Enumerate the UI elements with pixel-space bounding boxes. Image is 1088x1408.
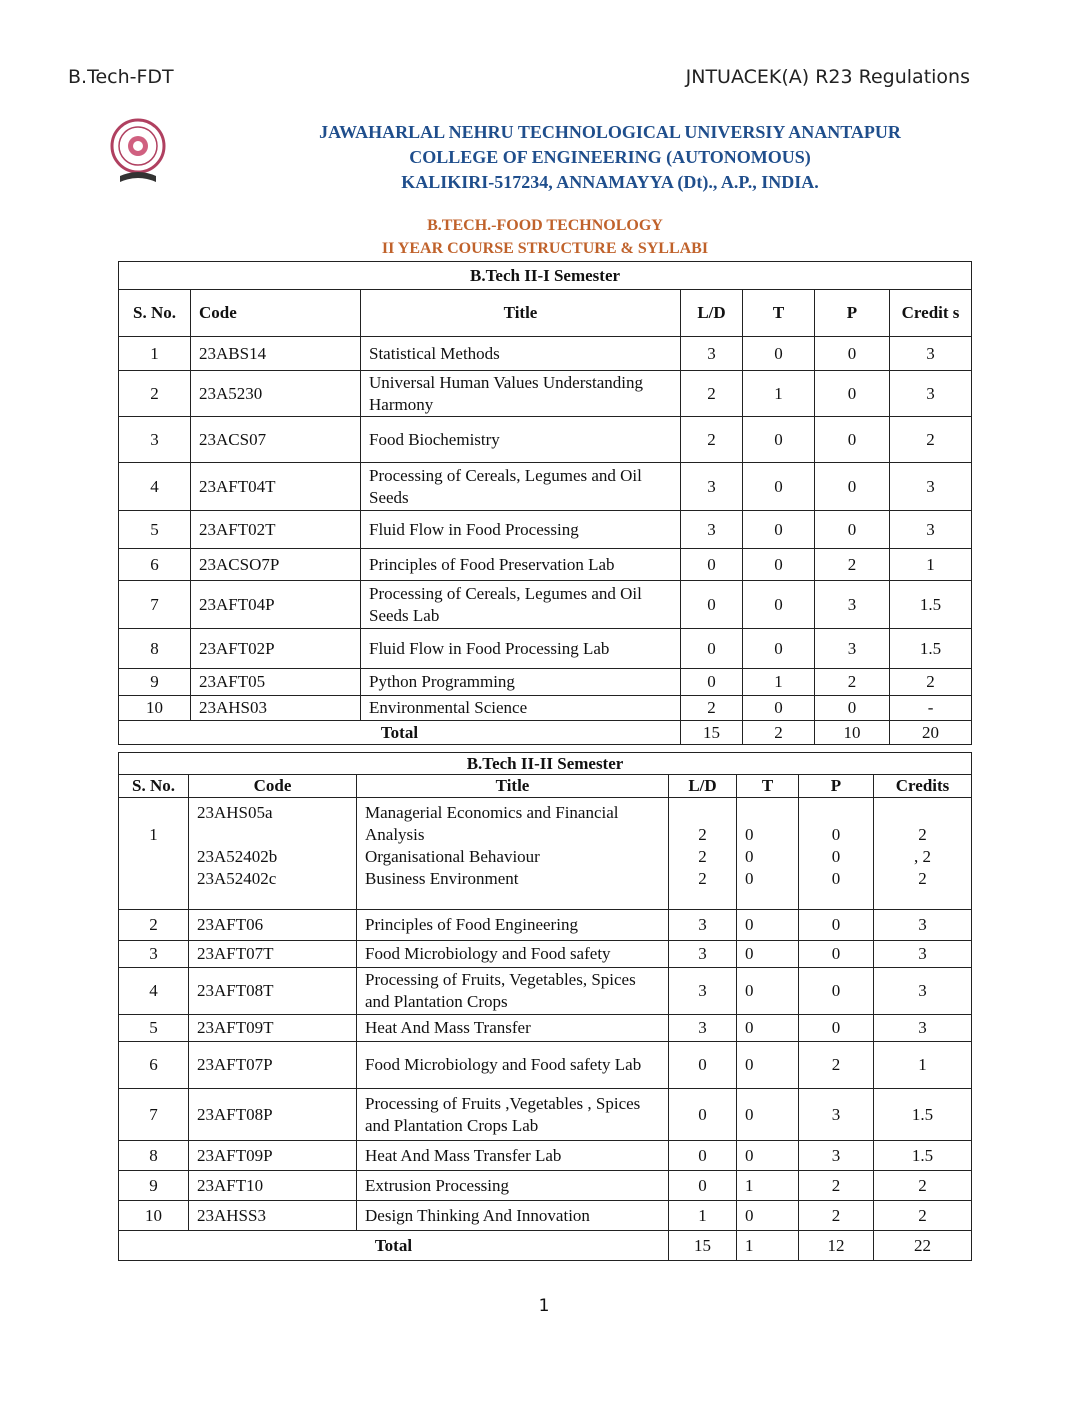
row-code: 23AFT02T [191, 511, 361, 549]
row-ld: 2 2 2 [669, 798, 737, 910]
row-credits: - [890, 696, 972, 721]
row-p: 3 [799, 1089, 874, 1141]
row-ld: 3 [669, 968, 737, 1015]
row-sno: 6 [119, 1042, 189, 1089]
header-credits: Credit s [890, 290, 972, 337]
row-title: Design Thinking And Innovation [357, 1201, 669, 1231]
row-sno: 9 [119, 1171, 189, 1201]
total-credits: 22 [874, 1231, 972, 1261]
row-credits: 3 [874, 910, 972, 941]
course-subtitle: II YEAR COURSE STRUCTURE & SYLLABI [381, 240, 709, 257]
total-label: Total [119, 1231, 669, 1261]
row-t: 0 [743, 463, 815, 511]
row-ld: 3 [681, 337, 743, 371]
row-p: 0 [799, 910, 874, 941]
row-t: 0 [743, 629, 815, 669]
row-code: 23AFT09T [189, 1015, 357, 1042]
row-t: 0 [737, 1015, 799, 1042]
row-code: 23AFT06 [189, 910, 357, 941]
elective-code: 23A52402b [197, 847, 278, 866]
row-sno: 7 [119, 581, 191, 629]
table-row [119, 581, 972, 629]
table-row [119, 463, 972, 511]
row-p: 0 [815, 463, 890, 511]
row-sno: 3 [119, 417, 191, 463]
row-p: 2 [799, 1171, 874, 1201]
row-credits: 2 [874, 1201, 972, 1231]
header-code: Code [189, 775, 357, 798]
row-ld: 3 [669, 941, 737, 968]
row-ld: 3 [669, 910, 737, 941]
row-t: 0 [737, 910, 799, 941]
row-ld: 0 [681, 629, 743, 669]
row-title: Python Programming [361, 669, 681, 696]
row-sno: 6 [119, 549, 191, 581]
row-sno: 1 [119, 337, 191, 371]
row-code: 23AFT09P [189, 1141, 357, 1171]
row-code: 23AHSS3 [189, 1201, 357, 1231]
row-p: 3 [815, 629, 890, 669]
row-t: 0 [743, 511, 815, 549]
row-p: 0 [815, 371, 890, 417]
row-sno: 3 [119, 941, 189, 968]
total-ld: 15 [681, 721, 743, 745]
semester-2-1-table [118, 261, 972, 745]
total-p: 12 [799, 1231, 874, 1261]
page-number: 1 [538, 1296, 550, 1316]
row-credits: 1.5 [874, 1141, 972, 1171]
elective-code: 23A52402c [197, 869, 277, 888]
row-credits: 3 [890, 371, 972, 417]
header-title: Title [361, 290, 681, 337]
table-row [119, 798, 972, 910]
row-credits: 1.5 [890, 629, 972, 669]
row-sno: 9 [119, 669, 191, 696]
university-logo-icon [108, 116, 168, 188]
table-row [119, 629, 972, 669]
table-row [119, 371, 972, 417]
row-p: 3 [815, 581, 890, 629]
row-code [189, 798, 357, 910]
row-t: 0 [743, 417, 815, 463]
row-code: 23AFT07T [189, 941, 357, 968]
row-title: Fluid Flow in Food Processing [361, 511, 681, 549]
table-row [119, 511, 972, 549]
row-credits: 2 [874, 1171, 972, 1201]
table-row [119, 549, 972, 581]
row-ld: 0 [681, 669, 743, 696]
row-sno: 5 [119, 1015, 189, 1042]
course-heading [310, 214, 780, 260]
row-t: 0 [737, 1201, 799, 1231]
row-credits: 3 [874, 1015, 972, 1042]
row-code: 23AFT08P [189, 1089, 357, 1141]
university-heading [200, 120, 1020, 195]
table-row [119, 1171, 972, 1201]
row-ld: 2 [681, 371, 743, 417]
course-title: B.TECH.-FOOD TECHNOLOGY [427, 217, 663, 234]
row-sno: 4 [119, 968, 189, 1015]
table-row [119, 417, 972, 463]
elective-title: Business Environment [365, 869, 519, 888]
row-code: 23ABS14 [191, 337, 361, 371]
row-title: Principles of Food Preservation Lab [361, 549, 681, 581]
total-p: 10 [815, 721, 890, 745]
header-sno: S. No. [119, 775, 189, 798]
row-p: 0 [815, 417, 890, 463]
row-title: Universal Human Values Understanding Harmony [361, 371, 681, 417]
table-row [119, 1015, 972, 1042]
row-code: 23AFT08T [189, 968, 357, 1015]
row-title: Processing of Cereals, Legumes and Oil Seeds [361, 463, 681, 511]
row-p: 2 [799, 1201, 874, 1231]
row-code: 23ACSO7P [191, 549, 361, 581]
row-sno: 7 [119, 1089, 189, 1141]
row-sno: 4 [119, 463, 191, 511]
row-t: 1 [743, 371, 815, 417]
row-t: 0 [743, 581, 815, 629]
total-t: 2 [743, 721, 815, 745]
row-credits: 3 [890, 511, 972, 549]
total-credits: 20 [890, 721, 972, 745]
header-sno: S. No. [119, 290, 191, 337]
row-credits: 3 [890, 463, 972, 511]
university-name: JAWAHARLAL NEHRU TECHNOLOGICAL UNIVERSIY ANANTAPUR [319, 122, 901, 142]
row-code: 23ACS07 [191, 417, 361, 463]
row-credits: 2 , 2 2 [874, 798, 972, 910]
row-title: Statistical Methods [361, 337, 681, 371]
table-row [119, 941, 972, 968]
row-credits: 3 [874, 941, 972, 968]
row-sno: 10 [119, 696, 191, 721]
semester-caption: B.Tech II-II Semester [119, 753, 972, 775]
header-ld: L/D [681, 290, 743, 337]
row-sno: 2 [119, 371, 191, 417]
table-row [119, 1089, 972, 1141]
row-t: 0 [743, 549, 815, 581]
header-left: B.Tech-FDT [68, 66, 174, 88]
header-right: JNTUACEK(A) R23 Regulations [685, 66, 970, 88]
row-title: Fluid Flow in Food Processing Lab [361, 629, 681, 669]
row-credits: 1 [890, 549, 972, 581]
row-credits: 3 [890, 337, 972, 371]
table-row [119, 968, 972, 1015]
row-ld: 0 [669, 1171, 737, 1201]
row-ld: 0 [669, 1141, 737, 1171]
row-sno: 2 [119, 910, 189, 941]
row-title: Environmental Science [361, 696, 681, 721]
semester-2-2-table [118, 752, 972, 1261]
row-code: 23AFT10 [189, 1171, 357, 1201]
row-t: 0 [737, 968, 799, 1015]
row-p: 0 [815, 337, 890, 371]
row-code: 23AFT05 [191, 669, 361, 696]
header-t: T [737, 775, 799, 798]
row-ld: 0 [681, 581, 743, 629]
row-credits: 3 [874, 968, 972, 1015]
row-title: Heat And Mass Transfer [357, 1015, 669, 1042]
row-p: 0 [799, 941, 874, 968]
header-ld: L/D [669, 775, 737, 798]
row-t: 0 [743, 337, 815, 371]
row-code: 23AFT07P [189, 1042, 357, 1089]
row-sno: 8 [119, 629, 191, 669]
row-title: Processing of Fruits, Vegetables, Spices and Plantation Crops [357, 968, 669, 1015]
college-name: COLLEGE OF ENGINEERING (AUTONOMOUS) [409, 147, 811, 167]
row-p: 2 [815, 549, 890, 581]
row-title: Principles of Food Engineering [357, 910, 669, 941]
header-title: Title [357, 775, 669, 798]
header-credits: Credits [874, 775, 972, 798]
row-t: 0 [737, 1089, 799, 1141]
row-ld: 2 [681, 417, 743, 463]
row-p: 2 [815, 669, 890, 696]
table-row [119, 1141, 972, 1171]
row-t: 0 [743, 696, 815, 721]
row-ld: 0 [681, 549, 743, 581]
row-p: 0 [799, 968, 874, 1015]
table-row [119, 1201, 972, 1231]
row-ld: 3 [681, 511, 743, 549]
row-title [357, 798, 669, 910]
elective-code: 23AHS05a [197, 803, 273, 822]
college-address: KALIKIRI-517234, ANNAMAYYA (Dt)., A.P., INDIA. [401, 172, 819, 192]
row-sno: 5 [119, 511, 191, 549]
row-ld: 2 [681, 696, 743, 721]
row-p: 3 [799, 1141, 874, 1171]
row-t: 0 0 0 [737, 798, 799, 910]
row-ld: 0 [669, 1089, 737, 1141]
row-t: 0 [737, 941, 799, 968]
row-ld: 3 [681, 463, 743, 511]
row-credits: 1.5 [890, 581, 972, 629]
table-row [119, 337, 972, 371]
row-sno: 1 [119, 798, 189, 910]
row-credits: 1 [874, 1042, 972, 1089]
row-credits: 2 [890, 417, 972, 463]
row-title: Heat And Mass Transfer Lab [357, 1141, 669, 1171]
row-sno: 10 [119, 1201, 189, 1231]
row-p: 0 0 0 [799, 798, 874, 910]
row-ld: 3 [669, 1015, 737, 1042]
total-t: 1 [737, 1231, 799, 1261]
header-p: P [815, 290, 890, 337]
total-ld: 15 [669, 1231, 737, 1261]
header-p: P [799, 775, 874, 798]
table-row [119, 669, 972, 696]
elective-title: Managerial Economics and Financial Analysis [365, 803, 619, 844]
table-row [119, 1042, 972, 1089]
header-code: Code [191, 290, 361, 337]
row-code: 23AFT02P [191, 629, 361, 669]
row-title: Food Microbiology and Food safety [357, 941, 669, 968]
table-row [119, 910, 972, 941]
row-p: 0 [815, 696, 890, 721]
row-title: Extrusion Processing [357, 1171, 669, 1201]
row-code: 23AFT04T [191, 463, 361, 511]
row-credits: 2 [890, 669, 972, 696]
row-p: 0 [799, 1015, 874, 1042]
table-row [119, 696, 972, 721]
row-t: 0 [737, 1141, 799, 1171]
row-code: 23A5230 [191, 371, 361, 417]
row-title: Processing of Cereals, Legumes and Oil Seeds Lab [361, 581, 681, 629]
row-p: 0 [815, 511, 890, 549]
row-ld: 1 [669, 1201, 737, 1231]
row-sno: 8 [119, 1141, 189, 1171]
header-t: T [743, 290, 815, 337]
semester-caption: B.Tech II-I Semester [119, 262, 972, 290]
row-code: 23AFT04P [191, 581, 361, 629]
row-code: 23AHS03 [191, 696, 361, 721]
elective-title: Organisational Behaviour [365, 847, 540, 866]
row-ld: 0 [669, 1042, 737, 1089]
row-title: Food Biochemistry [361, 417, 681, 463]
row-credits: 1.5 [874, 1089, 972, 1141]
row-t: 1 [737, 1171, 799, 1201]
row-title: Processing of Fruits ,Vegetables , Spices and Plantation Crops Lab [357, 1089, 669, 1141]
total-label: Total [119, 721, 681, 745]
row-t: 0 [737, 1042, 799, 1089]
row-p: 2 [799, 1042, 874, 1089]
row-title: Food Microbiology and Food safety Lab [357, 1042, 669, 1089]
row-t: 1 [743, 669, 815, 696]
